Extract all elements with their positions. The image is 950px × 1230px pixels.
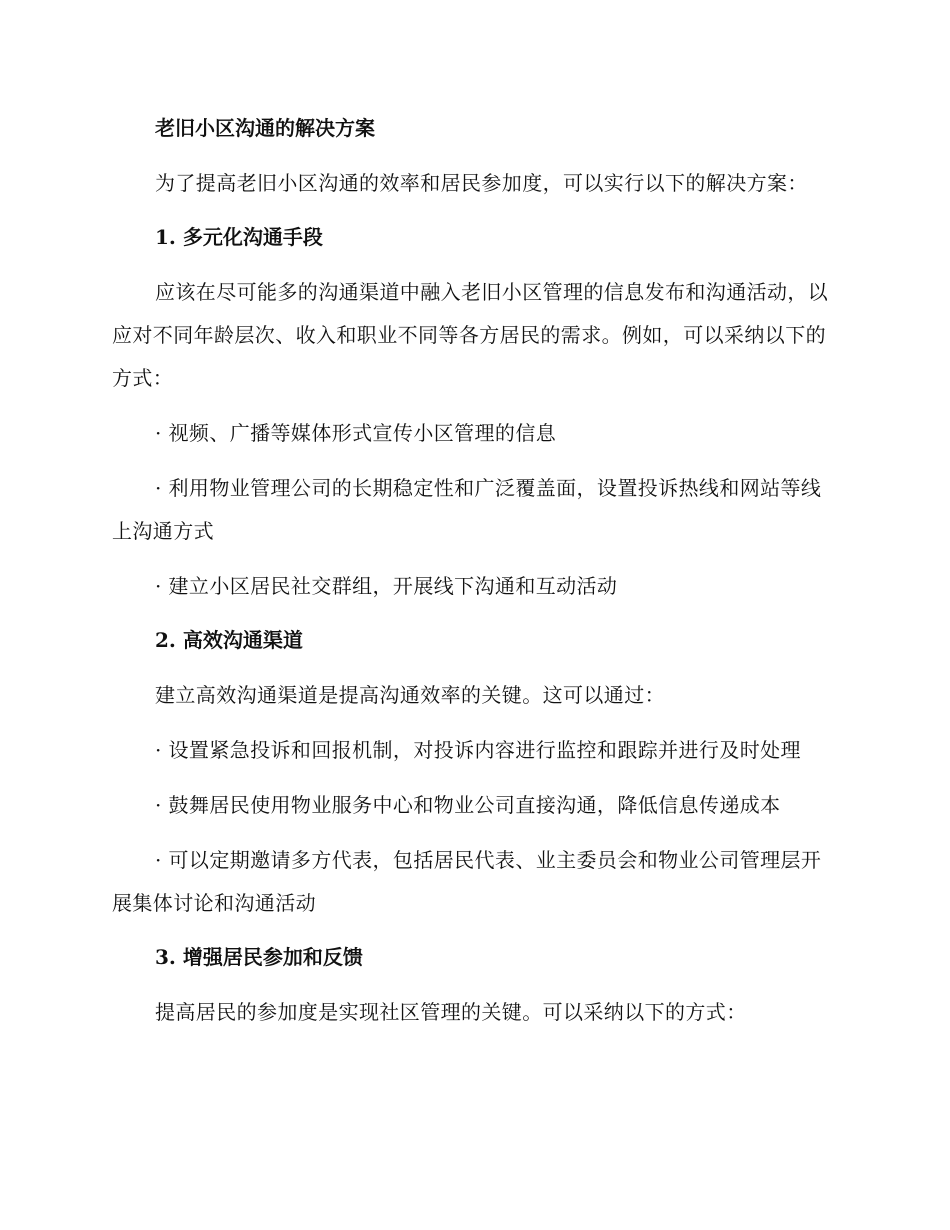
document-body xyxy=(112,108,832,1046)
section-2-lead: 建立高效沟通渠道是提高沟通效率的关键。这可以通过： xyxy=(155,683,665,707)
section-1-heading: 1. 多元化沟通手段 xyxy=(155,225,323,249)
section-1-item-1: · 视频、广播等媒体形式宣传小区管理的信息 xyxy=(155,421,557,445)
section-3-heading: 3. 增强居民参加和反馈 xyxy=(155,945,363,969)
section-3-lead: 提高居民的参加度是实现社区管理的关键。可以采纳以下的方式： xyxy=(155,1000,747,1024)
document-title: 老旧小区沟通的解决方案 xyxy=(155,116,375,140)
intro-paragraph: 为了提高老旧小区沟通的效率和居民参加度，可以实行以下的解决方案： xyxy=(155,171,808,195)
section-2-item-2: · 鼓舞居民使用物业服务中心和物业公司直接沟通，降低信息传递成本 xyxy=(155,793,781,817)
section-2-item-3: · 可以定期邀请多方代表，包括居民代表、业主委员会和物业公司管理层开展集体讨论和沟通活动 xyxy=(112,848,822,915)
section-2-heading: 2. 高效沟通渠道 xyxy=(155,628,303,652)
section-1-item-3: · 建立小区居民社交群组，开展线下沟通和互动活动 xyxy=(155,574,618,598)
section-2-item-1: · 设置紧急投诉和回报机制，对投诉内容进行监控和跟踪并进行及时处理 xyxy=(155,738,801,762)
section-1-item-2: · 利用物业管理公司的长期稳定性和广泛覆盖面，设置投诉热线和网站等线上沟通方式 xyxy=(112,476,822,543)
section-1-lead: 应该在尽可能多的沟通渠道中融入老旧小区管理的信息发布和沟通活动，以应对不同年龄层次、收入和职业不同等各方居民的需求。例如，可以采纳以下的方式： xyxy=(112,280,829,390)
